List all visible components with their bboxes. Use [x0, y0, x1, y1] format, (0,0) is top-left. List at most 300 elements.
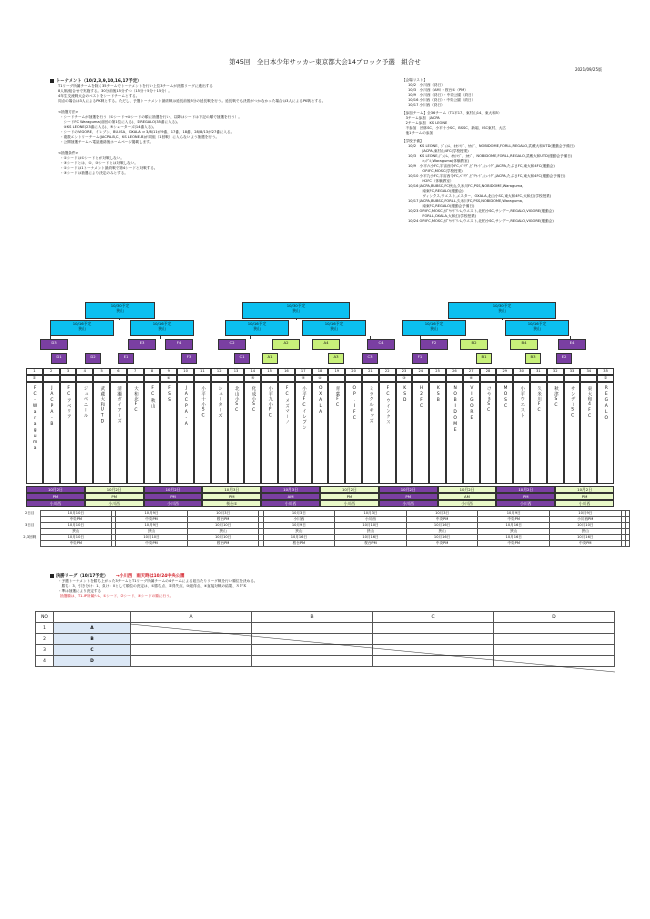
team-name: 久米川FC	[536, 386, 542, 415]
team-cell	[446, 382, 463, 484]
venue-lines	[402, 83, 622, 108]
square-bullet-icon	[50, 79, 54, 83]
seed-mark	[43, 375, 60, 382]
final-league-line: ・準は抽選により決定する	[58, 589, 102, 593]
schedule-cell: 10月10日	[40, 535, 112, 541]
school-item: ﾊｯﾃﾞﾙ,Waraguma(体験教室)	[408, 159, 470, 163]
schedule-cell: 10月16日	[550, 535, 622, 541]
draw-number: 24	[412, 368, 429, 375]
team-cell	[160, 382, 177, 484]
final-league-heading: 決勝リーグ（10/17予定） →小川西 雨天時は10/24中央公園	[50, 573, 610, 579]
schedule-cell: 10月16日	[406, 523, 478, 529]
r1-ampm: PM	[202, 493, 261, 500]
method-line: ・公開抽選チームへ電話連絡後ホームページ掲載します。	[60, 140, 154, 144]
round2-slot: C1	[234, 353, 250, 364]
round3-slot: F4	[165, 339, 193, 350]
team-cell	[412, 382, 429, 484]
draw-number: 17	[295, 368, 312, 375]
team-name: KSD	[402, 386, 408, 404]
team-cell	[312, 382, 329, 484]
schedule-table-wrap	[20, 510, 630, 547]
team-name: OP.IFC	[351, 386, 357, 422]
team-cell	[278, 382, 295, 484]
r1-venue: 桜台①	[202, 500, 261, 507]
league-diagonal	[35, 611, 615, 673]
seed-mark	[144, 375, 161, 382]
team-name: 化成小SC	[250, 386, 256, 415]
team-cell	[93, 382, 110, 484]
schedule-cell: 10月16日	[263, 535, 335, 541]
school-lines	[402, 144, 622, 224]
semi-date: 10/16予定	[152, 321, 172, 326]
schedule-cell: 10月9日	[263, 523, 335, 529]
round3-slot: E4	[558, 339, 586, 350]
draw-number: 18	[312, 368, 329, 375]
schedule-cell: 10月9日	[116, 523, 188, 529]
league-header-cell: C	[373, 612, 494, 623]
r1-date: 10月3日	[202, 486, 261, 493]
seed-mark	[412, 375, 429, 382]
round2-slot: D2	[85, 353, 101, 364]
draw-number: 28	[480, 368, 497, 375]
semi-box	[50, 320, 114, 336]
schedule-cell: 中央PM	[406, 541, 478, 547]
seed-mark	[60, 375, 77, 382]
seed-mark	[211, 375, 228, 382]
draw-number: 33	[564, 368, 581, 375]
round3-slot: A2	[272, 339, 300, 350]
notes-lines	[50, 156, 410, 176]
seed-mark	[480, 375, 497, 382]
semi-box	[402, 320, 466, 336]
school-item: FORLL,OXALA,大和幻(学校授業)	[408, 214, 477, 218]
league-team: C	[54, 645, 131, 656]
final-league-venue-note: →小川西 雨天時は10/24中央公園	[115, 574, 185, 579]
schedule-cell: 10月3日	[406, 511, 478, 517]
venue-item: 10/9 小川西（終日）・中央公園（終日）	[408, 93, 476, 97]
bracket-line	[250, 336, 251, 339]
team-cell	[43, 382, 60, 484]
semi-box	[225, 320, 289, 336]
seed-mark: ④	[312, 375, 329, 382]
league-no: 3	[36, 645, 54, 656]
school-item: 南東FC,REGALO(運動会予備日)	[408, 204, 475, 208]
r1-ampm: PM	[26, 493, 85, 500]
team-name: FCウインクス	[385, 386, 391, 425]
r1-date: 10月2日	[496, 486, 555, 493]
round2-slot: A1	[262, 353, 278, 364]
final-box	[448, 302, 556, 319]
r1-date: 10月2日	[438, 486, 497, 493]
draw-number: 25	[429, 368, 446, 375]
round2-slot: B3	[525, 353, 541, 364]
schedule-cell	[625, 541, 629, 547]
draw-number: 2	[43, 368, 60, 375]
school-item: 南東FC,REGALO(運動会)	[408, 189, 464, 193]
seed-mark	[429, 375, 446, 382]
teams-line: 3チーム参加 JACPA	[402, 116, 440, 120]
team-name: 小平九小FC	[267, 386, 273, 420]
team-name: KSB	[435, 386, 441, 404]
schedule-cell: 狭山	[550, 529, 622, 535]
tournament-line: 同点の場合は3人によるPK戦とする。ただし、予選トーナメント最終戦は延長前後5分の延長戦を行う。延長戦でも決着がつかなかった場合は3人によるPK戦とする。	[58, 99, 326, 103]
schedule-cell: 10月9日	[116, 511, 188, 517]
league-team: B	[54, 634, 131, 645]
team-cell	[177, 382, 194, 484]
draw-number: 15	[261, 368, 278, 375]
r1-ampm: PM	[379, 493, 438, 500]
seed-mark	[194, 375, 211, 382]
team-cell	[496, 382, 513, 484]
team-cell	[26, 382, 43, 484]
draw-number: 21	[362, 368, 379, 375]
seed-mark	[530, 375, 547, 382]
schedule-cell: 狭山	[478, 529, 550, 535]
seed-mark	[261, 375, 278, 382]
semi-date: 10/16予定	[72, 321, 92, 326]
schedule-cell: 狭山	[40, 529, 112, 535]
seed-mark	[513, 375, 530, 382]
schedule-cell: 10月3日	[263, 511, 335, 517]
bracket-line	[119, 319, 120, 320]
team-cell	[228, 382, 245, 484]
schedule-cell: 10月16日	[478, 523, 550, 529]
r1-ampm: PM	[85, 493, 144, 500]
league-no: 4	[36, 656, 54, 667]
seed-mark	[127, 375, 144, 382]
draw-number: 26	[446, 368, 463, 375]
seed-mark: ③	[396, 375, 413, 382]
round2-slot: A3	[328, 353, 344, 364]
seed-mark	[228, 375, 245, 382]
schedule-cell: 小川西PM	[550, 517, 622, 523]
r1-ampm: PM	[320, 493, 379, 500]
schedule-cell: 小川西	[335, 517, 407, 523]
team-name: サンデーSC	[570, 386, 576, 420]
league-team: A	[54, 623, 131, 634]
revision-date: 2021/09/25版	[574, 67, 602, 72]
league-no: 2	[36, 634, 54, 645]
round3-slot: D3	[40, 339, 68, 350]
square-bullet-icon	[50, 574, 54, 578]
team-cell	[194, 382, 211, 484]
team-cell	[429, 382, 446, 484]
draw-number: 12	[211, 368, 228, 375]
school-item: 10/2 KS LEONE、ｼﾞｭﾝﾑ、ｵｶｼﾏｼﾞ、ｶｶｼﾞ、NOBIDOME,FORLL,REGALO,武蔵大和UTD(運動会予備日)	[408, 144, 575, 148]
schedule-cell: 10月10日	[116, 535, 188, 541]
schedule-table	[20, 510, 630, 547]
school-heading: 【学校予備】	[402, 139, 424, 143]
venue-heading: 【会場リスト】	[402, 78, 428, 82]
school-item: 10/3 KS LEONE,ｼﾞｭﾝﾑ、ｵｶｼﾏｼﾞ、ｶｶｼﾞ、NOBIDOME,FORLL,REGALO,武蔵大和UTD(運動会予備日)	[408, 154, 573, 158]
draw-number: 4	[76, 368, 93, 375]
bracket-line	[296, 319, 297, 320]
seed-mark	[93, 375, 110, 382]
semi-venue: 狭山	[253, 326, 261, 331]
r1-ampm: PM	[555, 493, 614, 500]
venue-item: 10/16 小川西（終日）・中央公園（終日）	[408, 98, 476, 102]
teams-heading: 【参加チーム】全36チーム（T1平17、東村山14、東大和5）	[402, 111, 502, 115]
team-name: REGALO	[603, 386, 609, 422]
teams-line: 不参加 団体SC、小平十小SC、BSSC、新堀、ISC東村、大広	[402, 126, 506, 130]
team-name: NOBIDOME	[452, 386, 458, 434]
notes-line: ・①シードは1トーナメント最終戦で第4シードと対戦する。	[60, 166, 158, 170]
final-league-lines	[50, 579, 610, 594]
seed-mark: ②	[597, 375, 614, 382]
semi-venue: 狭山	[78, 326, 86, 331]
round2-slot: D1	[51, 353, 67, 364]
notes-line: ・③シードとは、①、③シードとは対戦しない。	[60, 161, 138, 165]
round2-slot: F3	[181, 353, 197, 364]
schedule-cell: 10月3日	[187, 511, 259, 517]
tournament-lines	[50, 84, 410, 104]
draw-number: 9	[160, 368, 177, 375]
bracket-line	[570, 336, 571, 339]
round2-slot: E2	[556, 353, 572, 364]
r1-date: 10月2日	[320, 486, 379, 493]
bracket-line	[502, 319, 503, 320]
bracket-line	[420, 336, 421, 339]
team-name: JACPA-B	[49, 386, 55, 428]
seed-mark	[76, 375, 93, 382]
league-header-cell: NO	[36, 612, 54, 623]
round3-slot: B4	[510, 339, 538, 350]
method-line: ・複数エントリーチーム(JACPA-B,C、KS LEONE-B)が同組（1回戦）に入らないよう抽選を行う。	[60, 135, 220, 139]
team-name: 小平ウエスト	[519, 386, 525, 419]
method-heading: <抽選方法>	[58, 110, 79, 114]
schedule-cell: 10月10日	[187, 535, 259, 541]
seed-mark: ⑤	[295, 375, 312, 382]
team-name: OXALA	[318, 386, 324, 416]
schedule-row-label: 3日目	[25, 523, 35, 527]
team-cell	[76, 382, 93, 484]
seed-mark: ②	[26, 375, 43, 382]
draw-number: 5	[93, 368, 110, 375]
team-cell	[547, 382, 564, 484]
r1-date: 10月2日	[555, 486, 614, 493]
draw-number: 27	[463, 368, 480, 375]
school-item: 10/23 OP.IFC,MOSC,ｶﾌﾞﾔﾏﾄﾞﾘｰﾑ,ウエスト,北柏小SC,サンデー,REGALO,VIGORE(運動会)	[408, 209, 554, 213]
team-name: FC-Waraguma	[32, 386, 38, 452]
team-cell	[463, 382, 480, 484]
team-cell	[597, 382, 614, 484]
draw-number: 6	[110, 368, 127, 375]
team-cell	[362, 382, 379, 484]
semi-date: 10/16予定	[424, 321, 444, 326]
r1-venue: 小川西	[85, 500, 144, 507]
round2-slot: E1	[118, 353, 134, 364]
seed-mark	[362, 375, 379, 382]
draw-number: 30	[513, 368, 530, 375]
semi-venue: 狭山	[533, 326, 541, 331]
seed-mark	[379, 375, 396, 382]
seed-mark	[345, 375, 362, 382]
seed-mark: ⑥	[463, 375, 480, 382]
team-name: FC秋山	[150, 386, 156, 409]
schedule-cell: 10月10日	[40, 511, 112, 517]
league-header-cell: D	[494, 612, 615, 623]
team-cell	[513, 382, 530, 484]
semi-venue: 狭山	[158, 326, 166, 331]
team-name: 小平十小SC	[200, 386, 206, 420]
schedule-cell: 10月3日	[335, 511, 407, 517]
round2-slot: C3	[362, 353, 378, 364]
semi-date: 10/16予定	[247, 321, 267, 326]
league-no: 1	[36, 623, 54, 634]
semi-date: 10/16予定	[324, 321, 344, 326]
bracket-line	[160, 336, 161, 339]
bracket-line	[50, 336, 51, 339]
final-date: 10/30予定	[286, 303, 306, 308]
method-line: ・シードのVIGORE、イレブン、BU.ISA、OXALA ⇒ 3/8/11が9番、17番、18番、28/8/13が27番に入る。	[60, 130, 235, 134]
schedule-cell: 中央PM	[478, 541, 550, 547]
draw-number: 19	[328, 368, 345, 375]
method-lines	[50, 115, 410, 145]
seed-mark	[278, 375, 295, 382]
tournament-line: 8人制/組合せで実施する。30分前後15分ずつ（15分＋5分＋15分）。	[58, 89, 172, 93]
r1-venue: 小川西	[144, 500, 203, 507]
team-cell	[396, 382, 413, 484]
draw-number: 35	[597, 368, 614, 375]
seed-mark: ④	[160, 375, 177, 382]
team-name: JACPA-A	[183, 386, 189, 428]
league-team: D	[54, 656, 131, 667]
league-table-wrap	[35, 611, 615, 673]
team-name: 青葉FC	[334, 386, 340, 409]
team-cell	[328, 382, 345, 484]
team-name: ジュベニール	[82, 386, 88, 419]
team-cell	[564, 382, 581, 484]
notes-heading: <抽選条件>	[58, 151, 79, 155]
seed-mark: ⑤	[244, 375, 261, 382]
schedule-cell: 狭山	[116, 529, 188, 535]
team-cell	[295, 382, 312, 484]
seed-mark	[580, 375, 597, 382]
final-league-line: 勝ち：3、引き分け：1、負け：0として順位の決定は、①勝ち点、②得失点、③総得点、④直接対戦の結果、ＳＰＫ	[58, 584, 247, 588]
schedule-cell: 中央PM	[40, 541, 112, 547]
bracket-line	[370, 336, 371, 339]
draw-number: 22	[379, 368, 396, 375]
team-name: けやきSC	[486, 386, 492, 415]
team-name: 武蔵大和UTD	[99, 386, 105, 426]
draw-number: 20	[345, 368, 362, 375]
schedule-cell: 中央PM	[40, 517, 112, 523]
team-cell	[480, 382, 497, 484]
draw-number: 3	[60, 368, 77, 375]
r1-ampm: PM	[144, 493, 203, 500]
method-line: ・シードチームが抽選を行う（①シード→④シードの順に抽選を行い、以降はシードは下記の順で抽選を行う）。	[60, 115, 242, 119]
page-title: 第45回 全日本少年サッカー東京都大会14ブロック予選 組合せ	[229, 58, 421, 66]
r1-venue: 小川西	[438, 500, 497, 507]
team-cell	[110, 382, 127, 484]
league-header-cell: A	[131, 612, 252, 623]
team-name: FCアベリア	[66, 386, 72, 420]
schedule-cell: 桜台PM	[263, 541, 335, 547]
r1-date: 10月3日	[261, 486, 320, 493]
r1-venue: 小川西	[379, 500, 438, 507]
team-name: 清瀬ガイアーズ	[116, 386, 122, 424]
team-name: 大和北FC	[133, 386, 139, 415]
r1-venue: 小川西	[320, 500, 379, 507]
round3-slot: E3	[128, 339, 156, 350]
team-cell	[580, 382, 597, 484]
round3-slot: F2	[420, 339, 448, 350]
team-name: H2FC	[418, 386, 424, 410]
r1-date: 10月2日	[26, 486, 85, 493]
draw-number: 11	[194, 368, 211, 375]
schedule-cell: 10月9日	[478, 511, 550, 517]
team-cell	[530, 382, 547, 484]
team-cell	[211, 382, 228, 484]
r1-ampm: AM	[261, 493, 320, 500]
round3-slot: A4	[312, 339, 340, 350]
tournament-line: T1リーグ所属チームを除く35チームでトーナメントを行い上位3チームが決勝リーグに進出する	[58, 84, 213, 88]
method-line: ④KS LEONE(23番に入る)、⑤シューターズ(14番入る)。	[60, 125, 157, 129]
team-name: シューターズ	[217, 386, 223, 419]
team-name: FCメズマーノ	[284, 386, 290, 425]
r1-ampm: AM	[438, 493, 497, 500]
teams-line: 2チーム参加 KS LEONE	[402, 121, 448, 125]
schedule-cell: 10月16日	[335, 535, 407, 541]
team-name: MOSC	[502, 386, 508, 410]
final-league-line: ・予選トーナメントを勝ち上がった3チームとT1リーグ所属チームの4チームによる総当たりリーグ戦を行い順位を決める。	[58, 579, 258, 583]
schedule-cell: 桜台PM	[335, 541, 407, 547]
tournament-line: 4年生交流戦大会のベストをシードチームとする。	[58, 94, 140, 98]
school-item: 10/16 JACPA,BUBSC,FC秋山,久米川FC,PSS,NOBIDOME,Waraguma,	[408, 184, 524, 188]
venue-item: 10/3 小川西（AM）・桜台①（PM）	[408, 88, 468, 92]
team-name: FSS	[166, 386, 172, 404]
r1-venue: 小川西	[555, 500, 614, 507]
semi-box	[130, 320, 194, 336]
team-cell	[244, 382, 261, 484]
school-item: ヴィンクス,ウエスト,メスター、OXALA,北山小SC,東大和4FC,大和幻(学校授業)	[408, 194, 552, 198]
schedule-cell: 10月16日	[478, 535, 550, 541]
round3-slot: B2	[460, 339, 488, 350]
seed-mark	[496, 375, 513, 382]
r1-ampm: PM	[496, 493, 555, 500]
schedule-cell: 小川西	[263, 517, 335, 523]
team-cell	[144, 382, 161, 484]
draw-number: 34	[580, 368, 597, 375]
round3-slot: C4	[367, 339, 395, 350]
r1-date: 10月2日	[85, 486, 144, 493]
draw-number: 13	[228, 368, 245, 375]
semi-venue: 狭山	[430, 326, 438, 331]
team-name: 秋津SC	[553, 386, 559, 409]
draw-number: 32	[547, 368, 564, 375]
seed-mark	[177, 375, 194, 382]
school-item: 10/10 小平九小FC,宇宙西今FC,ﾊﾟﾂｸﾞ,ﾋﾞﾘﾔｰﾄﾞ,ｼｭｰﾄｸﾞ,JACPA,たぶさFC,東大和4FC(運動会予備日)	[408, 174, 566, 178]
venue-item: 10/17 小川西（終日）	[408, 103, 445, 107]
draw-number: 7	[127, 368, 144, 375]
venue-item: 10/2 小川西（終日）	[408, 83, 445, 87]
schedule-cell: 狭山	[187, 529, 259, 535]
team-cell	[127, 382, 144, 484]
schedule-row-label: 2,3回戦	[23, 535, 37, 539]
schedule-cell: 狭山	[335, 529, 407, 535]
draw-number: 10	[177, 368, 194, 375]
final-box	[242, 302, 350, 319]
r1-venue: 小川西	[261, 500, 320, 507]
tournament-heading: トーナメント（10/2,3,9,10,16,17予定）	[50, 78, 410, 84]
final-box	[85, 302, 155, 319]
school-item: 10/17 JACPA,BUBSC,FORLL,久米川FC,PSS,NOBIDOME,Waraguma,	[408, 199, 524, 203]
final-league	[50, 573, 610, 599]
final-date: 10/30予定	[110, 303, 130, 308]
schedule-cell: 中央PM	[116, 517, 188, 523]
schedule-cell: 10月9日	[550, 511, 622, 517]
tournament-info	[50, 78, 410, 176]
